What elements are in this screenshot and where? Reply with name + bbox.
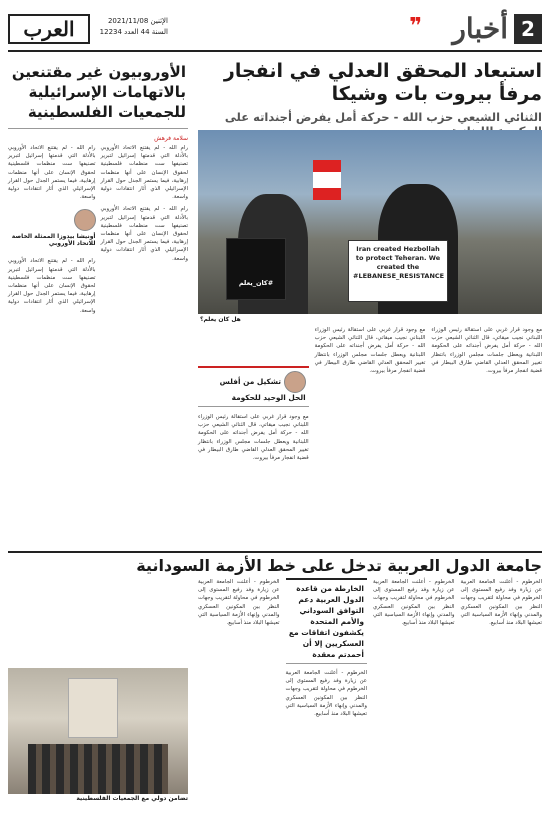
protest-sign-right: Iran created Hezbollah to protect Teheran. We created the #LEBANESE_RESISTANCE — [348, 240, 448, 302]
main-story-body — [198, 326, 542, 546]
crowd-figures — [28, 744, 168, 794]
second-story-column: الخرطوم - أعلنت الجامعة العربية عن زيارة وفد رفيع المستوى إلى الخرطوم في محاولة لتقريب وجهات النظر بين المكونين العسكري والمدني وإنهاء الأزمة السياسية التي تعيشها البلاد منذ أسابيع. — [373, 579, 455, 627]
main-story-column: مع وجود قرار غربي على استقالة رئيس الوزراء اللبناني نجيب ميقاتي، قال الثنائي الشيعي حزب الله - حركة أمل يفرض أجنداته على الحكومة اللبنانية ويعطل جلسات مجلس الوزراء بانتظار تغيير المحقق العدلي القاضي طارق البيطار في قضية انفجار مرفأ بيروت. — [431, 327, 542, 375]
solidarity-photo-caption: تضامن دولي مع الجمعيات الفلسطينية — [76, 795, 188, 802]
left-story-column: رام الله - لم يقتنع الاتحاد الأوروبي بالأدلة التي قدمتها إسرائيل لتبرير تصنيفها ست منظمات فلسطينية لحقوق الإنسان على أنها منظمات إرهابية، فيما يستمر الجدل حول القرار الإسرائيلي الذي أثار انتقادات دولية واسعة. — [100, 145, 188, 201]
protest-photo — [198, 130, 542, 314]
pull-quote: الخارطة من قاعدة الدول العربية دعم التوافق السوداني والأمم المتحدة يكشفون اتفاقات مع العسكريين إلا أن أحمدتم معقدة — [286, 578, 368, 664]
protest-sign-left: #كان_يعلم — [226, 238, 286, 300]
author-avatar — [284, 371, 306, 393]
left-story-column: رام الله - لم يقتنع الاتحاد الأوروبي بالأدلة التي قدمتها إسرائيل لتبرير تصنيفها ست منظمات فلسطينية لحقوق الإنسان على أنها منظمات إرهابية، فيما يستمر الجدل حول القرار الإسرائيلي الذي أثار انتقادات دولية واسعة. — [8, 145, 96, 201]
issue-date: الإثنين 2021/11/08 السنة 44 العدد 12234 — [99, 17, 168, 36]
main-story-column: مع وجود قرار غربي على استقالة رئيس الوزراء اللبناني نجيب ميقاتي، قال الثنائي الشيعي حزب الله - حركة أمل يفرض أجنداته على الحكومة اللبنانية ويعطل جلسات مجلس الوزراء بانتظار تغيير المحقق العدلي القاضي طارق البيطار في قضية انفجار مرفأ بيروت. — [197, 414, 309, 462]
main-quote-box: تشكيل من أفلس الحل الوحيد للحكومة — [198, 366, 309, 407]
second-story-column: الخرطوم - أعلنت الجامعة العربية عن زيارة وفد رفيع المستوى إلى الخرطوم في محاولة لتقريب وجهات النظر بين المكونين العسكري والمدني وإنهاء الأزمة السياسية التي تعيشها البلاد منذ أسابيع. — [460, 579, 542, 627]
photo-caption: هل كان يعلم؟ — [200, 316, 241, 323]
main-story-column: مع وجود قرار غربي على استقالة رئيس الوزراء اللبناني نجيب ميقاتي، قال الثنائي الشيعي حزب الله - حركة أمل يفرض أجنداته على الحكومة اللبنانية ويعطل جلسات مجلس الوزراء بانتظار تغيير المحقق العدلي القاضي طارق البيطار في قضية انفجار مرفأ بيروت. — [314, 327, 426, 375]
left-headline: الأوروبيون غير مقتنعين بالاتهامات الإسرائيلية للجمعيات الفلسطينية — [11, 63, 186, 121]
main-headline: استبعاد المحقق العدلي في انفجار مرفأ بيروت بات وشيكا — [223, 60, 542, 105]
second-story-column: الخرطوم - أعلنت الجامعة العربية عن زيارة وفد رفيع المستوى إلى الخرطوم في محاولة لتقريب وجهات النظر بين المكونين العسكري والمدني وإنهاء الأزمة السياسية التي تعيشها البلاد منذ أسابيع. — [285, 670, 367, 718]
left-byline: سلامة فرهش — [154, 135, 188, 142]
section-title: أخبار — [452, 12, 508, 45]
newspaper-logo: العرب — [8, 14, 90, 44]
page-header — [8, 8, 542, 52]
quote-mark-icon: ❞ — [409, 14, 422, 39]
second-story-body — [198, 578, 542, 808]
lebanon-flag — [313, 160, 341, 200]
building-facade — [68, 678, 118, 738]
main-subheadline: الثنائي الشيعي حزب الله - حركة أمل يفرض أجنداته على — [224, 110, 542, 124]
author-avatar — [74, 209, 96, 231]
solidarity-photo — [8, 668, 188, 794]
page-number: 2 — [514, 14, 542, 44]
left-story-column: رام الله - لم يقتنع الاتحاد الأوروبي بالأدلة التي قدمتها إسرائيل لتبرير تصنيفها ست منظمات فلسطينية لحقوق الإنسان على أنها منظمات إرهابية، فيما يستمر الجدل حول القرار الإسرائيلي الذي أثار انتقادات دولية واسعة. — [8, 258, 96, 314]
second-headline: جامعة الدول العربية تدخل على خط الأزمة السودانية — [8, 551, 542, 575]
newspaper-page — [8, 8, 542, 812]
left-story-column: رام الله - لم يقتنع الاتحاد الأوروبي بالأدلة التي قدمتها إسرائيل لتبرير تصنيفها ست منظمات فلسطينية لحقوق الإنسان على أنها منظمات إرهابية، فيما يستمر الجدل حول القرار الإسرائيلي الذي أثار انتقادات دولية واسعة. — [100, 206, 188, 262]
second-story-column: الخرطوم - أعلنت الجامعة العربية عن زيارة وفد رفيع المستوى إلى الخرطوم في محاولة لتقريب وجهات النظر بين المكونين العسكري والمدني وإنهاء الأزمة السياسية التي تعيشها البلاد منذ أسابيع. — [198, 579, 280, 627]
author-caption: أونيشا بيدوزا الممثلة الخاصة للاتحاد الأوروبي — [11, 233, 96, 248]
